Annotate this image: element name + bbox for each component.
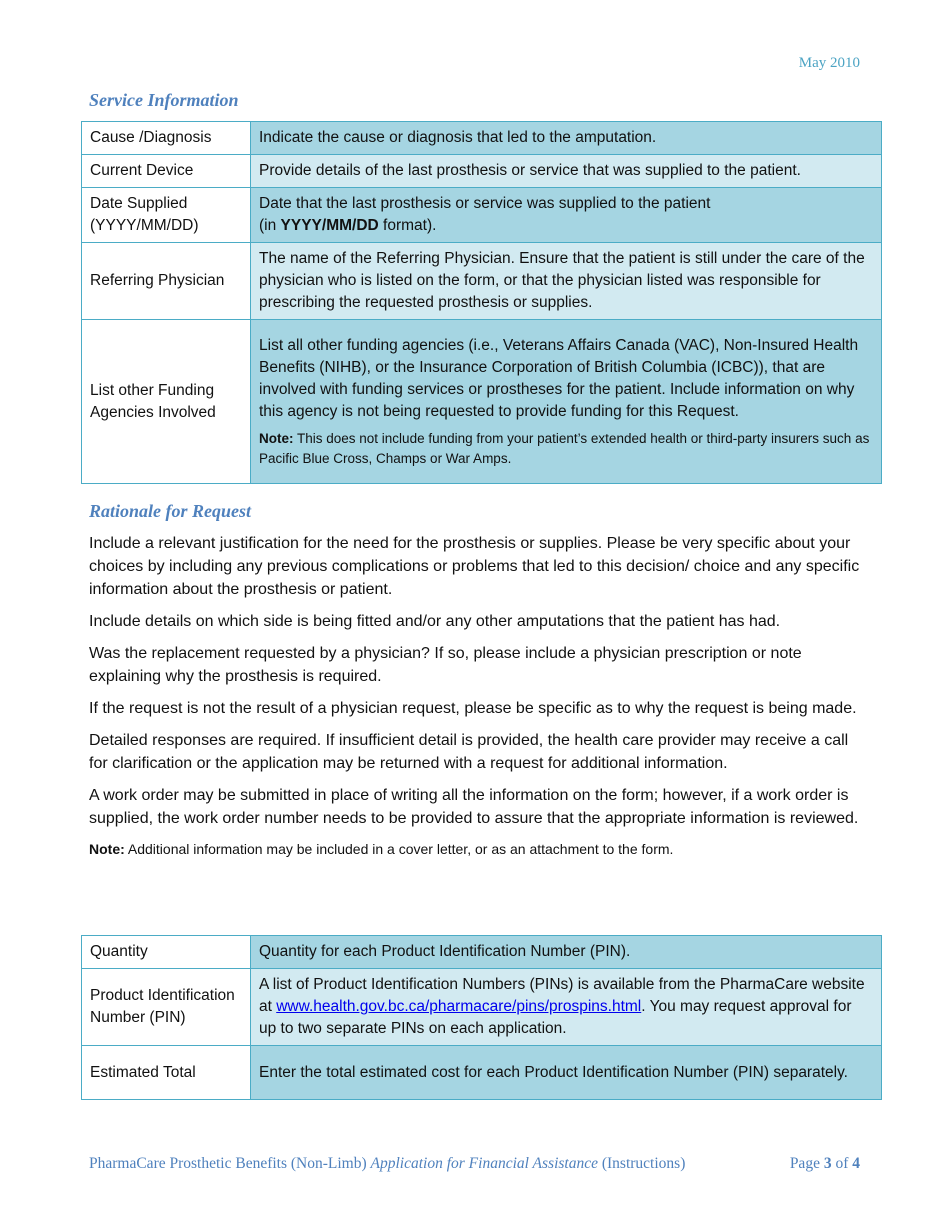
rationale-paragraph: Detailed responses are required. If insufficient detail is provided, the health care provider may receive a call for clarification or the application may be returned with a request for additional information. (89, 732, 849, 772)
row-label: Current Device (82, 155, 251, 188)
date-desc-line1: Date that the last prosthesis or service was supplied to the patient (259, 195, 711, 212)
pharmacare-pins-link[interactable]: www.health.gov.bc.ca/pharmacare/pins/prospins.html (276, 998, 642, 1015)
funding-note (259, 429, 873, 469)
table-row (82, 1046, 882, 1100)
row-description: The name of the Referring Physician. Ensure that the patient is still under the care of the physician who is listed on the form, or that the physician listed was responsible for prescribing the requested prosthesis or supplies. (251, 243, 882, 320)
service-information-table (81, 121, 882, 484)
note-label: Note: (89, 841, 125, 857)
date-format-bold: YYYY/MM/DD (280, 217, 379, 234)
rationale-paragraph: Was the replacement requested by a physician? If so, please include a physician prescription or note explaining why the prosthesis is required. (89, 645, 802, 685)
table-row (82, 243, 882, 320)
footer-title-pre: PharmaCare Prosthetic Benefits (Non-Limb) (89, 1155, 371, 1172)
document-date: May 2010 (798, 55, 860, 71)
table-row (82, 320, 882, 484)
row-label: Quantity (82, 936, 251, 969)
rationale-paragraph: A work order may be submitted in place of writing all the information on the form; however, if a work order is supplied, the work order number needs to be provided to assure that the appropriate information is reviewed. (89, 787, 859, 827)
row-description: Provide details of the last prosthesis or service that was supplied to the patient. (251, 155, 882, 188)
row-description (251, 320, 882, 484)
page-of: of (831, 1155, 853, 1172)
page-footer (89, 1155, 860, 1173)
note-text: This does not include funding from your patient’s extended health or third-party insurers such as Pacific Blue Cross, Champs or War Amps. (259, 430, 870, 466)
note-label: Note: (259, 430, 294, 446)
row-label: Referring Physician (82, 243, 251, 320)
funding-desc-text: List all other funding agencies (i.e., Veterans Affairs Canada (VAC), Non-Insured Health Benefits (NIHB), or the Insurance Corporation of British Columbia (ICBC)), that are involved with funding services or prostheses for the patient. Include information on why this agency is not being requested to provide funding for this Request. (259, 336, 859, 420)
table-row (82, 969, 882, 1046)
table-row (82, 936, 882, 969)
table-row (82, 155, 882, 188)
service-information-heading: Service Information (89, 90, 239, 110)
footer-title-post: (Instructions) (597, 1155, 686, 1172)
pin-desc-post: . You may request approval for up to two separate PINs on each application. (259, 998, 852, 1037)
row-description: Indicate the cause or diagnosis that led to the amputation. (251, 122, 882, 155)
table-row (82, 188, 882, 243)
date-desc-in: (in (259, 217, 281, 234)
row-description (251, 969, 882, 1046)
row-description: Quantity for each Product Identification Number (PIN). (251, 936, 882, 969)
row-label: Estimated Total (82, 1046, 251, 1100)
footer-title (89, 1155, 685, 1172)
row-label: Cause /Diagnosis (82, 122, 251, 155)
table-row (82, 122, 882, 155)
footer-title-italic: Application for Financial Assistance (370, 1155, 598, 1172)
rationale-paragraph: Include a relevant justification for the need for the prosthesis or supplies. Please be very specific about your choices by including any previous complications or problems that led to this decision/ choice and any specific information about the prosthesis or patient. (89, 535, 860, 598)
page-number (790, 1155, 860, 1173)
product-table (81, 935, 882, 1100)
row-label: List other Funding Agencies Involved (82, 320, 251, 484)
rationale-note (89, 839, 869, 859)
row-description: Enter the total estimated cost for each Product Identification Number (PIN) separately. (251, 1046, 882, 1100)
page-total: 4 (852, 1155, 860, 1172)
rationale-paragraph: If the request is not the result of a physician request, please be specific as to why the request is being made. (89, 700, 857, 717)
rationale-body (89, 532, 869, 868)
note-text: Additional information may be included in a cover letter, or as an attachment to the form. (124, 841, 674, 857)
rationale-paragraph: Include details on which side is being fitted and/or any other amputations that the patient has had. (89, 613, 781, 630)
date-desc-post: format). (378, 217, 437, 234)
page-current: 3 (823, 1155, 832, 1172)
row-description (251, 188, 882, 243)
pin-desc-pre: A list of Product Identification Numbers (PINs) is available from the PharmaCare website at (259, 976, 865, 1015)
row-label: Product Identification Number (PIN) (82, 969, 251, 1046)
row-label: Date Supplied (YYYY/MM/DD) (82, 188, 251, 243)
rationale-heading: Rationale for Request (89, 501, 252, 521)
page-word: Page (789, 1155, 824, 1172)
